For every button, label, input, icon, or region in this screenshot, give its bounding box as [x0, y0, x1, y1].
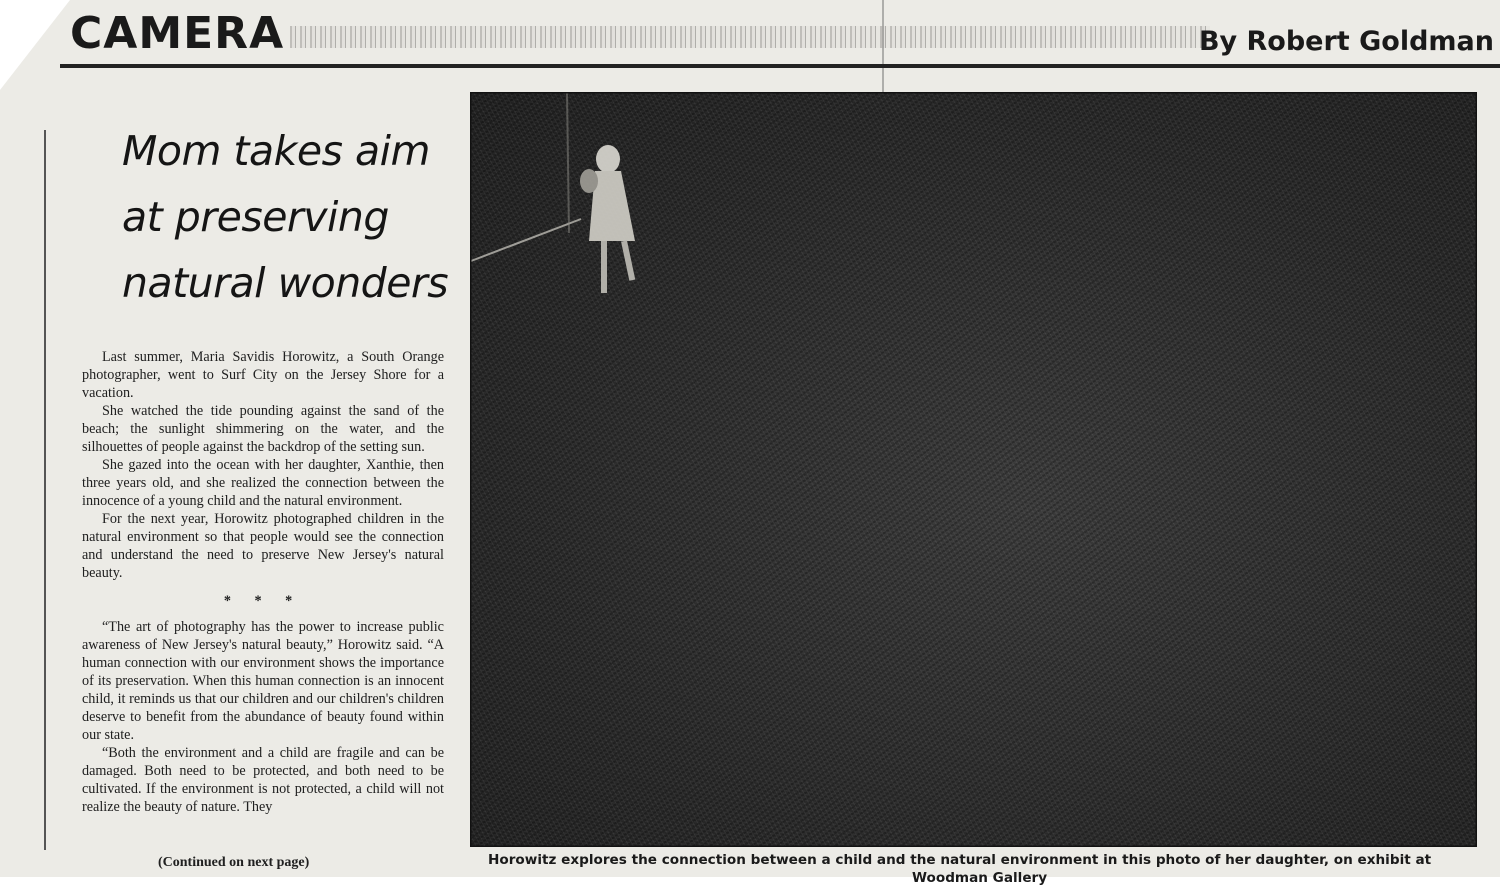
article-paragraph: She watched the tide pounding against the sand of the beach; the sunlight shimmering on the water, and the silhouettes of people against the backdrop of the setting sun.: [82, 403, 444, 455]
photo-child-figure: [580, 145, 635, 293]
headline: [122, 118, 462, 316]
article-paragraph: Last summer, Maria Savidis Horowitz, a South Orange photographer, went to Surf City on the Jersey Shore for a vacation.: [82, 349, 444, 401]
header-print-noise: [290, 26, 1210, 48]
article-paragraph: “Both the environment and a child are fragile and can be damaged. Both need to be protected, and both need to be cultivated. If the environment is not protected, a child will not realize the beauty of nature. They: [82, 745, 444, 815]
section-separator: * * *: [223, 593, 303, 609]
byline: By Robert Goldman: [1198, 26, 1494, 57]
column-rule: [44, 130, 46, 850]
article-body: [82, 348, 444, 816]
article-paragraph: She gazed into the ocean with her daughter, Xanthie, then three years old, and she realized the connection between the innocence of a young child and the natural environment.: [82, 457, 444, 509]
article-paragraph: “The art of photography has the power to increase public awareness of New Jersey's natural beauty,” Horowitz said. “A human connection with our environment shows the importance of its preservation. When this human connection is an innocent child, it reminds us that our children and our children's children deserve to benefit from the abundance of beauty found within our state.: [82, 619, 444, 743]
photo-post: [567, 93, 569, 233]
paper-fold-line: [882, 0, 884, 95]
continued-note: (Continued on next page): [158, 855, 310, 870]
photo-caption: Horowitz explores the connection between a child and the natural environment in this photo of her daughter, on exhibit at: [488, 852, 1432, 868]
header-rule: [60, 64, 1500, 68]
headline-line-3: natural wonders: [122, 259, 449, 307]
photo-rope: [471, 219, 581, 261]
photo-caption-cut-off: Woodman Gallery: [912, 870, 1048, 886]
article-photo: [470, 92, 1477, 847]
torn-corner: [0, 0, 70, 90]
headline-line-1: Mom takes aim: [122, 127, 430, 175]
photo-scene: [471, 93, 1476, 846]
section-label: CAMERA: [70, 8, 285, 59]
headline-line-2: at preserving: [122, 193, 389, 241]
article-paragraph: For the next year, Horowitz photographed children in the natural environment so that people would see the connection and understand the need to preserve New Jersey's natural beauty.: [82, 511, 444, 581]
